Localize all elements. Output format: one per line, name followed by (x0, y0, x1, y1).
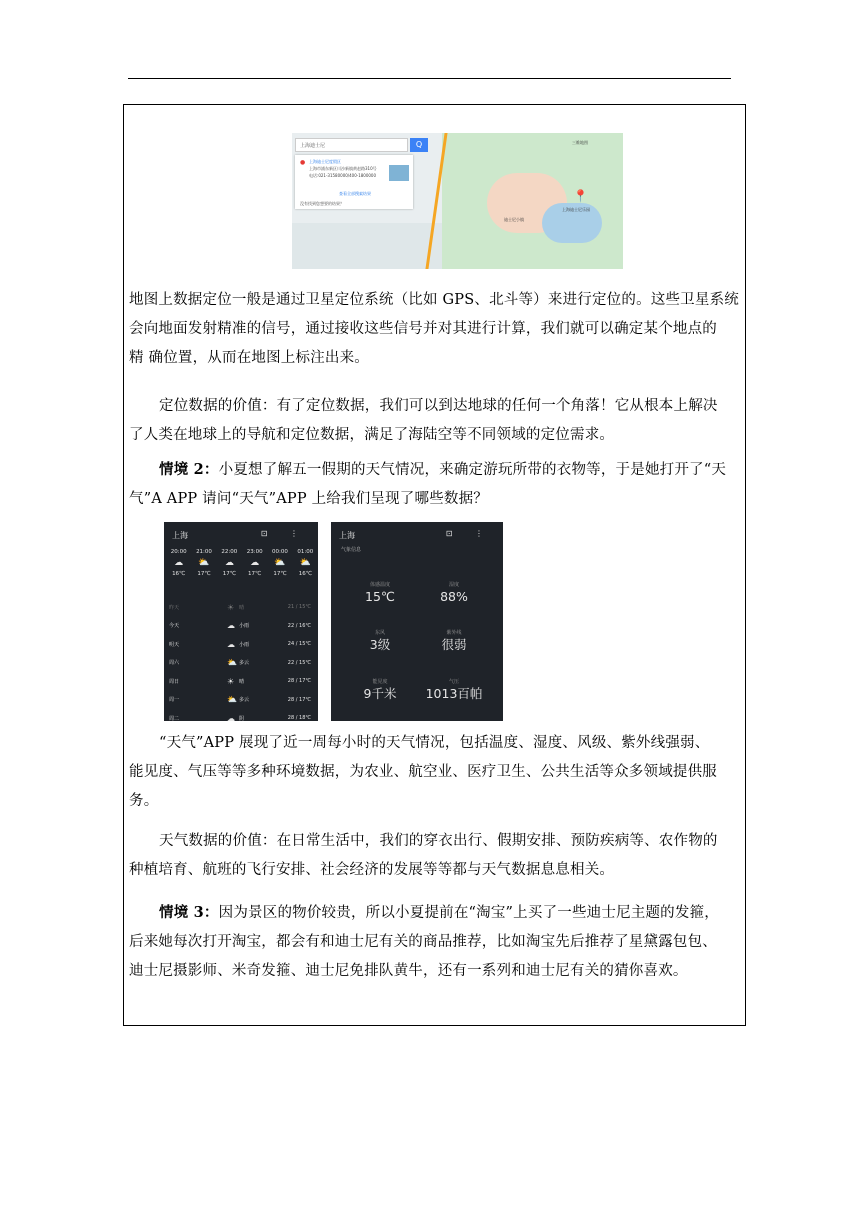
paragraph-positioning (129, 286, 741, 373)
partly-cloudy-icon: ⛅ (227, 695, 237, 705)
map-screenshot (292, 133, 623, 269)
detail-feels-like: 体感温度 15℃ (365, 582, 395, 604)
cloud-icon: ☁ (224, 558, 234, 568)
sun-icon: ☀ (227, 602, 235, 612)
hourly-forecast (166, 547, 318, 580)
hour-col: 22:00 ☁ 17℃ (217, 547, 242, 580)
marker-label: 上海迪士尼乐园 (562, 207, 590, 212)
area-label: 迪士尼小镇 (504, 217, 524, 222)
map-search-button[interactable]: Q (410, 138, 428, 152)
text-line: 因为景区的物价较贵，所以小夏提前在“淘宝”上买了一些迪士尼主题的发箍， (218, 905, 719, 921)
result-title[interactable]: 上海迪士尼度假区 (309, 159, 341, 164)
daily-forecast (169, 598, 317, 721)
paragraph-weather-value (129, 827, 741, 885)
text-line: 迪士尼摄影师、米奇发箍、迪士尼免排队黄牛，还有一系列和迪士尼有关的猜你喜欢。 (129, 963, 688, 979)
hour-col: 23:00 ☁ 17℃ (242, 547, 267, 580)
partly-cloudy-icon: ⛅ (274, 558, 286, 568)
map-result-card[interactable] (295, 155, 413, 209)
menu-icon[interactable]: ⊡ ⋮ (445, 529, 493, 538)
text-line: 小夏想了解五一假期的天气情况，来确定游玩所带的衣物等，于是她打开了“天 (218, 462, 727, 478)
map-search-input[interactable]: 上海迪士尼 (295, 138, 408, 152)
partly-cloudy-icon: ⛅ (227, 658, 237, 668)
section-title: 气象信息 (341, 547, 362, 553)
detail-pressure: 气压 1013百帕 (425, 679, 483, 701)
scenario-label: 情境 2： (159, 461, 219, 478)
day-row: 明天 ☁ 小雨 24 / 15℃ (169, 639, 311, 649)
text-line: 精 确位置，从而在地图上标注出来。 (129, 350, 370, 366)
cloud-icon: ☁ (227, 713, 235, 721)
day-row: 今天 ☁ 小雨 22 / 16℃ (169, 621, 311, 631)
partly-cloudy-icon: ⛅ (299, 558, 311, 568)
location-pin-icon: ● (300, 159, 306, 166)
result-thumbnail (389, 165, 409, 181)
day-row: 周日 ☀ 晴 28 / 17℃ (169, 676, 311, 686)
text-line: 后来她每次打开淘宝，都会有和迪士尼有关的商品推荐，比如淘宝先后推荐了星黛露包包、 (129, 934, 717, 950)
map-marker-icon: 📍 (573, 189, 588, 203)
text-line: 会向地面发射精准的信号，通过接收这些信号并对其进行计算，我们就可以确定某个地点的 (129, 321, 717, 337)
hour-col: 21:00 ⛅ 17℃ (191, 547, 216, 580)
text-line: 能见度、气压等等多种环境数据，为农业、航空业、医疗卫生、公共生活等众多领域提供服 (129, 764, 717, 780)
detail-humidity: 湿度 88% (440, 582, 468, 604)
detail-visibility: 能见度 9千米 (363, 679, 397, 701)
day-row: 周六 ⛅ 多云 22 / 15℃ (169, 658, 311, 668)
text-line: 务。 (129, 793, 159, 809)
text-line: 天气数据的价值：在日常生活中，我们的穿衣出行、假期安排、预防疾病等、农作物的 (159, 833, 718, 849)
cloud-icon: ☁ (250, 558, 260, 568)
weather-details-screenshot (331, 522, 503, 721)
text-line: 了人类在地球上的导航和定位数据，满足了海陆空等不同领域的定位需求。 (129, 427, 615, 443)
text-line: 种植培育、航班的飞行安排、社会经济的发展等等都与天气数据息息相关。 (129, 862, 615, 878)
text-line: 地图上数据定位一般是通过卫星定位系统（比如 GPS、北斗等）来进行定位的。这些卫星系统 (129, 292, 739, 308)
detail-wind: 东风 3级 (369, 630, 391, 652)
cloud-icon: ☁ (174, 558, 184, 568)
hour-col: 20:00 ☁ 16℃ (166, 547, 191, 580)
detail-uv: 紫外线 很弱 (441, 630, 467, 652)
menu-icon[interactable]: ⊡ ⋮ (260, 529, 308, 538)
weather-hourly-screenshot (164, 522, 318, 721)
map-ground (292, 223, 442, 269)
city-title: 上海 (339, 531, 355, 540)
cloud-icon: ☁ (227, 639, 235, 649)
paragraph-scenario-2 (129, 455, 741, 514)
text-line: 定位数据的价值：有了定位数据，我们可以到达地球的任何一个角落！它从根本上解决 (159, 398, 718, 414)
header-rule (128, 78, 731, 79)
hour-col: 00:00 ⛅ 17℃ (267, 547, 292, 580)
city-title: 上海 (172, 531, 188, 540)
text-line: “天气”APP 展现了近一周每小时的天气情况，包括温度、湿度、风级、紫外线强弱、 (159, 735, 710, 751)
sun-icon: ☀ (227, 676, 235, 686)
map-mode-label[interactable]: 三维地图 (572, 140, 588, 145)
day-row: 周一 ⛅ 多云 28 / 17℃ (169, 695, 311, 705)
result-footer: 没有找到您想要的结果？ (300, 201, 344, 206)
cloud-icon: ☁ (227, 621, 235, 631)
partly-cloudy-icon: ⛅ (198, 558, 210, 568)
result-address: 上海市浦东新区川沙新镇黄赵路310号 (309, 166, 377, 171)
scenario-label: 情境 3： (159, 904, 219, 921)
paragraph-weather-app (129, 729, 741, 816)
day-row: 周二 ☁ 阴 28 / 18℃ (169, 713, 311, 721)
result-more-link[interactable]: 查看全部搜索结果 (339, 191, 371, 196)
paragraph-scenario-3 (129, 898, 741, 986)
text-line: 气”A APP 请问“天气”APP 上给我们呈现了哪些数据？ (129, 491, 489, 507)
hour-col: 01:00 ⛅ 16℃ (293, 547, 318, 580)
day-row: 昨天 ☀ 晴 21 / 15℃ (169, 602, 311, 612)
paragraph-positioning-value (129, 392, 741, 450)
result-phone: 电话:021-31580000/400-1800000 (309, 173, 377, 178)
